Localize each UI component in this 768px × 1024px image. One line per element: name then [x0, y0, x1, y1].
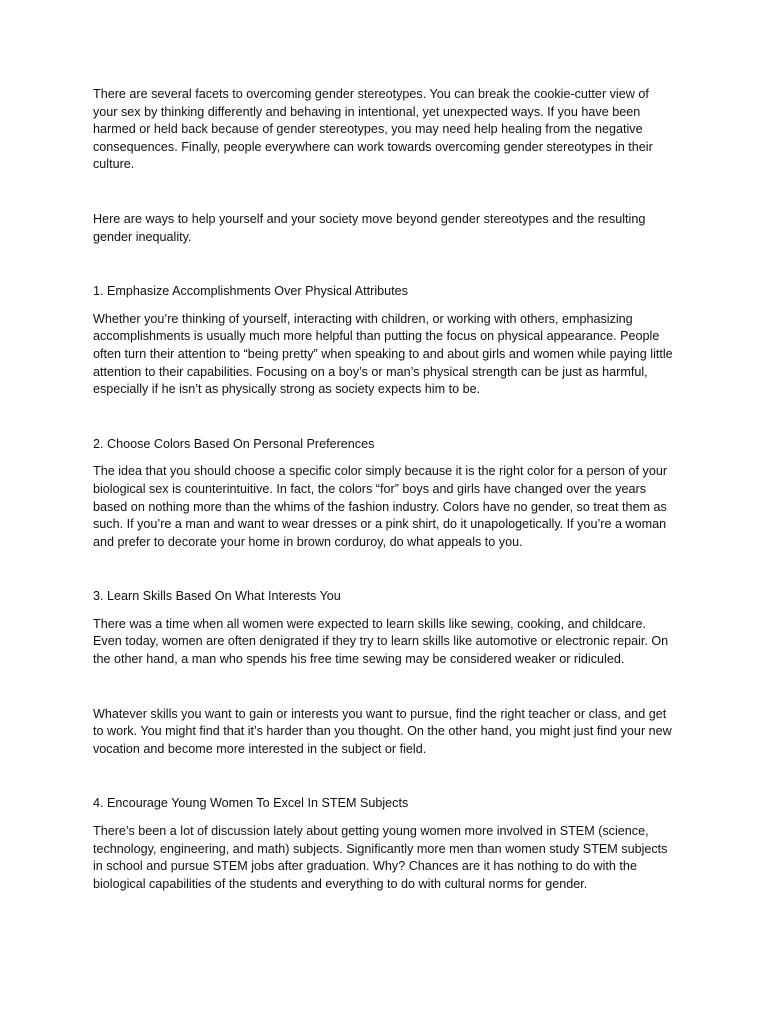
section-paragraph: There’s been a lot of discussion lately about getting young women more involved in STEM (science, technology, engineering, and math) subjects. Significantly more men than women study STEM subjects in school and pursue STEM jobs after graduation. Why? Chances are it has nothing to do with the biological capabilities of the students and everything to do with cultural norms for gender. — [93, 824, 668, 891]
section-heading: 3. Learn Skills Based On What Interests You — [93, 589, 341, 604]
document-page — [93, 86, 675, 893]
section-paragraph: The idea that you should choose a specific color simply because it is the right color for a person of your biological sex is counterintuitive. In fact, the colors “for” boys and girls have changed over the years based on nothing more than the whims of the fashion industry. Colors have no gender, so treat them as such. If you’re a man and want to wear dresses or a pink shirt, do it unapologetically. If you’re a woman and prefer to decorate your home in brown corduroy, do what appeals to you. — [93, 464, 668, 549]
section-heading: 4. Encourage Young Women To Excel In STEM Subjects — [93, 796, 409, 811]
intro-paragraph: There are several facets to overcoming gender stereotypes. You can break the cookie-cutter view of your sex by thinking differently and behaving in intentional, yet unexpected ways. If you have been harmed or held back because of gender stereotypes, you may need help healing from the negative consequences. Finally, people everywhere can work towards overcoming gender stereotypes in their culture. — [93, 87, 653, 172]
section-paragraph: Whether you’re thinking of yourself, interacting with children, or working with others, emphasizing accomplishments is usually much more helpful than putting the focus on physical appearance. People often turn their attention to “being pretty” when speaking to and about girls and women while paying little attention to their capabilities. Focusing on a boy’s or man’s physical strength can be just as harmful, especially if he isn’t as physically strong as society expects him to be. — [93, 311, 673, 397]
intro-paragraph: Here are ways to help yourself and your society move beyond gender stereotypes and the resulting gender inequality. — [93, 211, 646, 244]
section-paragraph: There was a time when all women were expected to learn skills like sewing, cooking, and childcare. Even today, women are often denigrated if they try to learn skills like automotive or electronic repair. On the other hand, a man who spends his free time sewing may be considered weaker or ridiculed. — [93, 616, 669, 667]
section-paragraph: Whatever skills you want to gain or interests you want to pursue, find the right teacher or class, and get to work. You might find that it’s harder than you thought. On the other hand, you might just find your new vocation and become more interested in the subject or field. — [93, 706, 672, 756]
section-heading: 2. Choose Colors Based On Personal Preferences — [93, 436, 375, 451]
section-heading: 1. Emphasize Accomplishments Over Physical Attributes — [93, 284, 408, 299]
